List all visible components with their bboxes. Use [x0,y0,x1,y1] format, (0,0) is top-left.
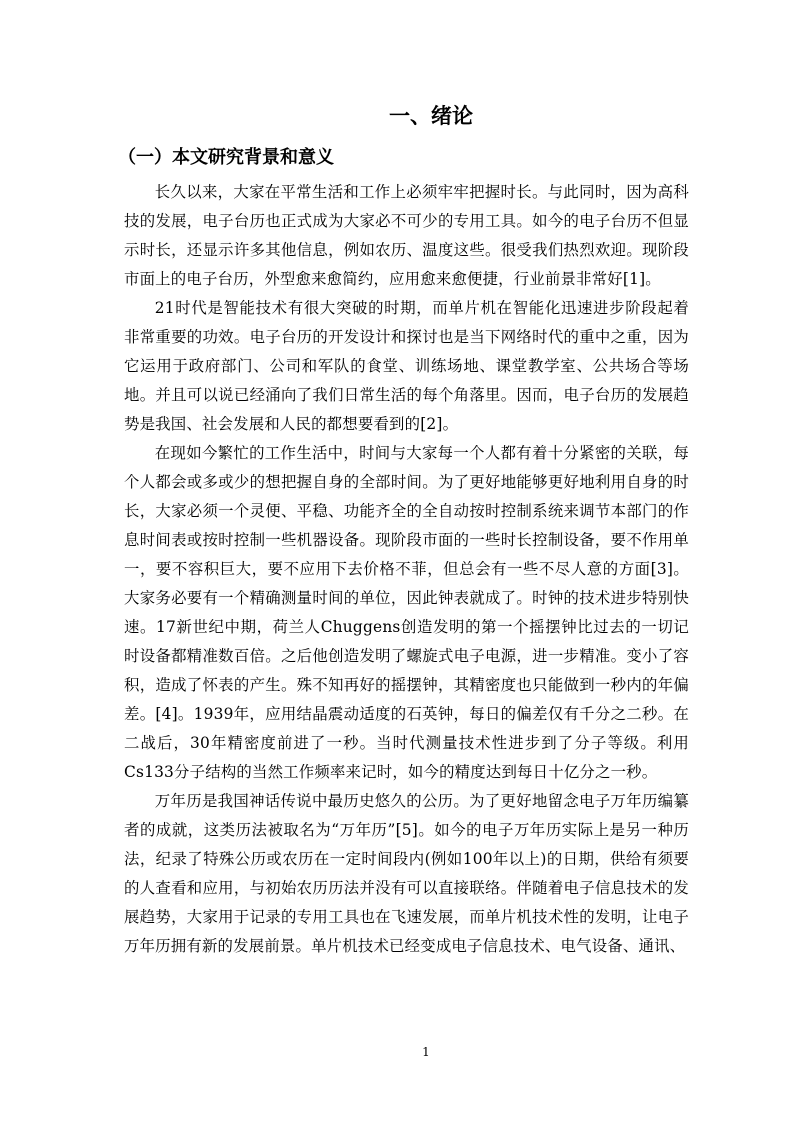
page-number: 1 [422,1045,430,1059]
section-title: （一）本文研究背景和意义 [118,147,334,168]
paragraph-2: 21时代是智能技术有很大突破的时期，而单片机在智能化迅速进步阶段起着非常重要的功效。电子台历的开发设计和探讨也是当下网络时代的重中之重，因为它运用于政府部门、公司和军队的食堂、训练场地、课堂教学室、公共场合等场地。并且可以说已经涌向了我们日常生活的每个角落里。因而，电子台历的发展趋势是我国、社会发展和人民的都想要看到的[2]。 [124,299,689,433]
paragraph-4: 万年历是我国神话传说中最历史悠久的公历。为了更好地留念电子万年历编纂者的成就，这类历法被取名为“万年历”[5]。如今的电子万年历实际上是另一种历法，纪录了特殊公历或农历在一定时间段内(例如100年以上)的日期，供给有须要的人查看和应用，与初始农历历法并没有可以直接联络。伴随着电子信息技术的发展趋势，大家用于记录的专用工具也在飞速发展，而单片机技术性的发明，让电子万年历拥有新的发展前景。单片机技术已经变成电子信息技术、电气设备、通讯、 [124,792,689,955]
chapter-title: 一、绪论 [389,104,473,128]
body-text [124,178,689,961]
paragraph-3: 在现如今繁忙的工作生活中，时间与大家每一个人都有着十分紧密的关联，每个人都会或多或少的想把握自身的全部时间。为了更好地能够更好地利用自身的时长，大家必须一个灵便、平稳、功能齐全的全自动按时控制系统来调节本部门的作息时间表或按时控制一些机器设备。现阶段市面的一些时长控制设备，要不作用单一，要不容积巨大，要不应用下去价格不菲，但总会有一些不尽人意的方面[3]。大家务必要有一个精确测量时间的单位，因此钟表就成了。时钟的技术进步特别快速。17新世纪中期，荷兰人Chuggens创造发明的第一个摇摆钟比过去的一切记时设备都精准数百倍。之后他创造发明了螺旋式电子电源，进一步精准。变小了容积，造成了怀表的产生。殊不知再好的摇摆钟，其精密度也只能做到一秒内的年偏差。[4]。1939年，应用结晶震动适度的石英钟，每日的偏差仅有千分之二秒。在二战后，30年精密度前进了一秒。当时代测量技术性进步到了分子等级。利用Cs133分子结构的当然工作频率来记时，如今的精度达到每日十亿分之一秒。 [124,444,689,781]
paragraph-1: 长久以来，大家在平常生活和工作上必须牢牢把握时长。与此同时，因为高科技的发展，电子台历也正式成为大家必不可少的专用工具。如今的电子台历不但显示时长，还显示许多其他信息，例如农历、温度这些。很受我们热烈欢迎。现阶段市面上的电子台历，外型愈来愈简约，应用愈来愈便捷，行业前景非常好[1]。 [124,183,689,288]
